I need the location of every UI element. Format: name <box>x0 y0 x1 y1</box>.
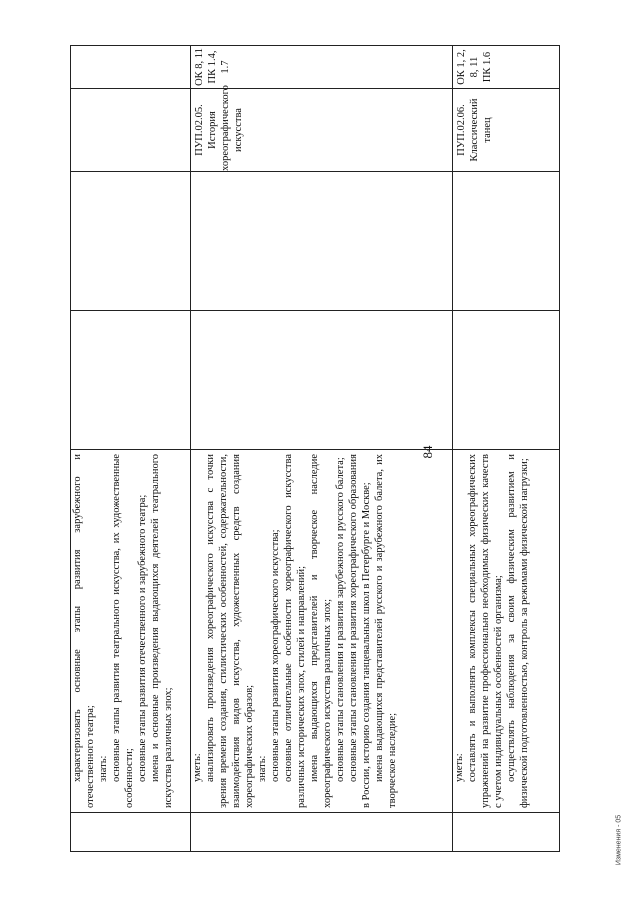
discipline-cell: ПУП.02.05. История хореографического искусства <box>191 89 453 172</box>
table-row <box>71 46 191 852</box>
competency-codes-cell: ОК 1, 2, 8, 11 ПК 1.6 <box>453 46 560 89</box>
skills-cell: уметь: составлять и выполнять комплексы специальных хореографических упражнений на развитие профессионально необходимых физических качеств с учетом индивидуальных особенностей организма; осуществлять наблюдения за своим физическим развитием и физической подготовленностью, контроль за режимами физической нагрузки; <box>453 450 560 813</box>
discipline-cell: ПУП.02.06. Классический танец <box>453 89 560 172</box>
revision-note: Изменения - 05 <box>615 814 623 866</box>
skills-cell: характеризовать основные этапы развития зарубежного и отечественного театра; знать: основные этапы развития театрального искусства, их художественные особенности; основные этапы развития отечественного и зарубежного театра; имена и основные произведения выдающихся деятелей театрального искусства различных эпох; <box>71 450 191 813</box>
table-row <box>453 46 560 852</box>
page-number: 84 <box>420 445 435 459</box>
table-row <box>191 46 453 852</box>
skills-cell: уметь: анализировать произведения хореографического искусства с точки зрения времени создания, стилистических особенностей, содержательности, взаимодействия видов искусства, художественных средств создания хореографических образов; знать: основные этапы развития хореографического искусства; основные отличительные особенности хореографического искусства различных исторических эпох, стилей и направлений; имена выдающихся представителей и творческое наследие хореографического искусства различных эпох; основные этапы становления и развития зарубежного и русского балета; основные этапы становления и развития хореографического образования в России, историю создания танцевальных школ в Петербурге и Москве; имена выдающихся представителей русского и зарубежного балета, их творческое наследие; <box>191 450 453 813</box>
competency-codes-cell: ОК 8, 11 ПК 1.4, 1.7 <box>191 46 453 89</box>
competency-table <box>70 45 560 852</box>
rotated-page-content <box>70 48 530 852</box>
